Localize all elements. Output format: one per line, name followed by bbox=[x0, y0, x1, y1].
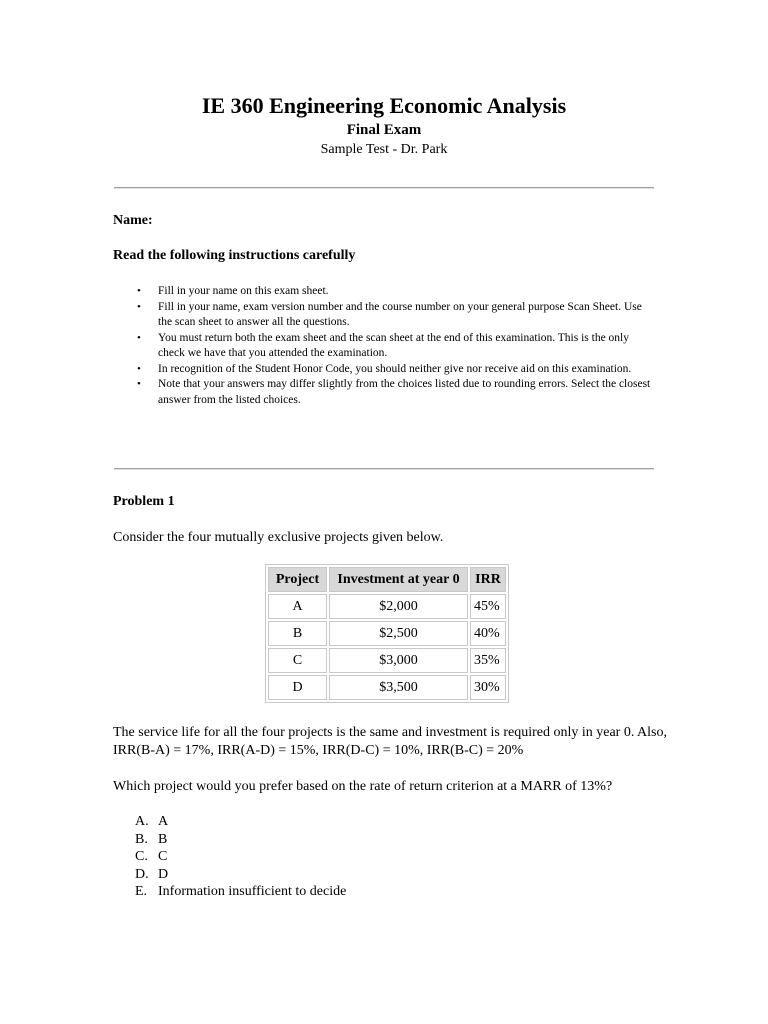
answer-choice bbox=[113, 848, 346, 866]
choice-text: D bbox=[158, 866, 169, 882]
table-row bbox=[268, 648, 506, 673]
cell-irr: 45% bbox=[470, 594, 506, 619]
table-row bbox=[268, 675, 506, 700]
exam-subtitle: Final Exam bbox=[346, 122, 422, 138]
choice-letter: D. bbox=[135, 866, 149, 882]
instruction-item: • Note that your answers may differ slightly from the choices listed due to rounding errors. Select the closest answer from the listed choices. bbox=[137, 377, 657, 408]
divider-top bbox=[114, 187, 654, 189]
answer-choice bbox=[113, 831, 346, 849]
instruction-item: • Fill in your name on this exam sheet. bbox=[137, 284, 657, 300]
cell-investment: $3,500 bbox=[329, 675, 468, 700]
answer-choices bbox=[113, 813, 346, 901]
cell-project: D bbox=[268, 675, 327, 700]
cell-investment: $3,000 bbox=[329, 648, 468, 673]
table-row bbox=[268, 594, 506, 619]
cell-irr: 35% bbox=[470, 648, 506, 673]
problem-question: Which project would you prefer based on the rate of return criterion at a MARR of 13%? bbox=[113, 779, 613, 794]
choice-text: C bbox=[158, 849, 168, 865]
problem-description: The service life for all the four projects is the same and investment is required only in year 0. Also, IRR(B-A) = 17%, IRR(A-D) = 15%, IRR(D-C) = 10%, IRR(B-C) = 20% bbox=[113, 725, 668, 758]
column-header-investment: Investment at year 0 bbox=[329, 567, 468, 592]
cell-project: C bbox=[268, 648, 327, 673]
choice-letter: C. bbox=[135, 849, 148, 865]
column-header-irr: IRR bbox=[470, 567, 506, 592]
cell-investment: $2,500 bbox=[329, 621, 468, 646]
instructions-heading: Read the following instructions carefully bbox=[113, 248, 356, 263]
cell-irr: 30% bbox=[470, 675, 506, 700]
answer-choice bbox=[113, 813, 346, 831]
instructions-list bbox=[137, 284, 657, 408]
answer-choice bbox=[113, 866, 346, 884]
exam-byline: Sample Test - Dr. Park bbox=[320, 142, 448, 157]
column-header-project: Project bbox=[268, 567, 327, 592]
instruction-item: • You must return both the exam sheet and the scan sheet at the end of this examination. This is the only check we have that you attended the examination. bbox=[137, 331, 657, 362]
instruction-item: • In recognition of the Student Honor Code, you should neither give nor receive aid on this examination. bbox=[137, 362, 657, 378]
choice-letter: E. bbox=[135, 884, 148, 900]
choice-letter: A. bbox=[135, 814, 149, 829]
page-title: IE 360 Engineering Economic Analysis bbox=[201, 93, 567, 118]
choice-text: A bbox=[158, 814, 169, 829]
name-label: Name: bbox=[113, 213, 153, 228]
choice-text: B bbox=[158, 831, 168, 847]
problem-intro: Consider the four mutually exclusive projects given below. bbox=[113, 530, 444, 545]
cell-project: B bbox=[268, 621, 327, 646]
cell-project: A bbox=[268, 594, 327, 619]
cell-irr: 40% bbox=[470, 621, 506, 646]
choice-text: Information insufficient to decide bbox=[158, 884, 347, 900]
instruction-item: • Fill in your name, exam version number and the course number on your general purpose Scan Sheet. Use the scan sheet to answer all the questions. bbox=[137, 300, 657, 331]
divider-middle bbox=[114, 468, 654, 470]
choice-letter: B. bbox=[135, 831, 148, 847]
projects-table bbox=[265, 564, 509, 703]
cell-investment: $2,000 bbox=[329, 594, 468, 619]
table-row bbox=[268, 621, 506, 646]
problem-label: Problem 1 bbox=[113, 494, 175, 509]
answer-choice bbox=[113, 883, 346, 901]
table-header-row bbox=[268, 567, 506, 592]
